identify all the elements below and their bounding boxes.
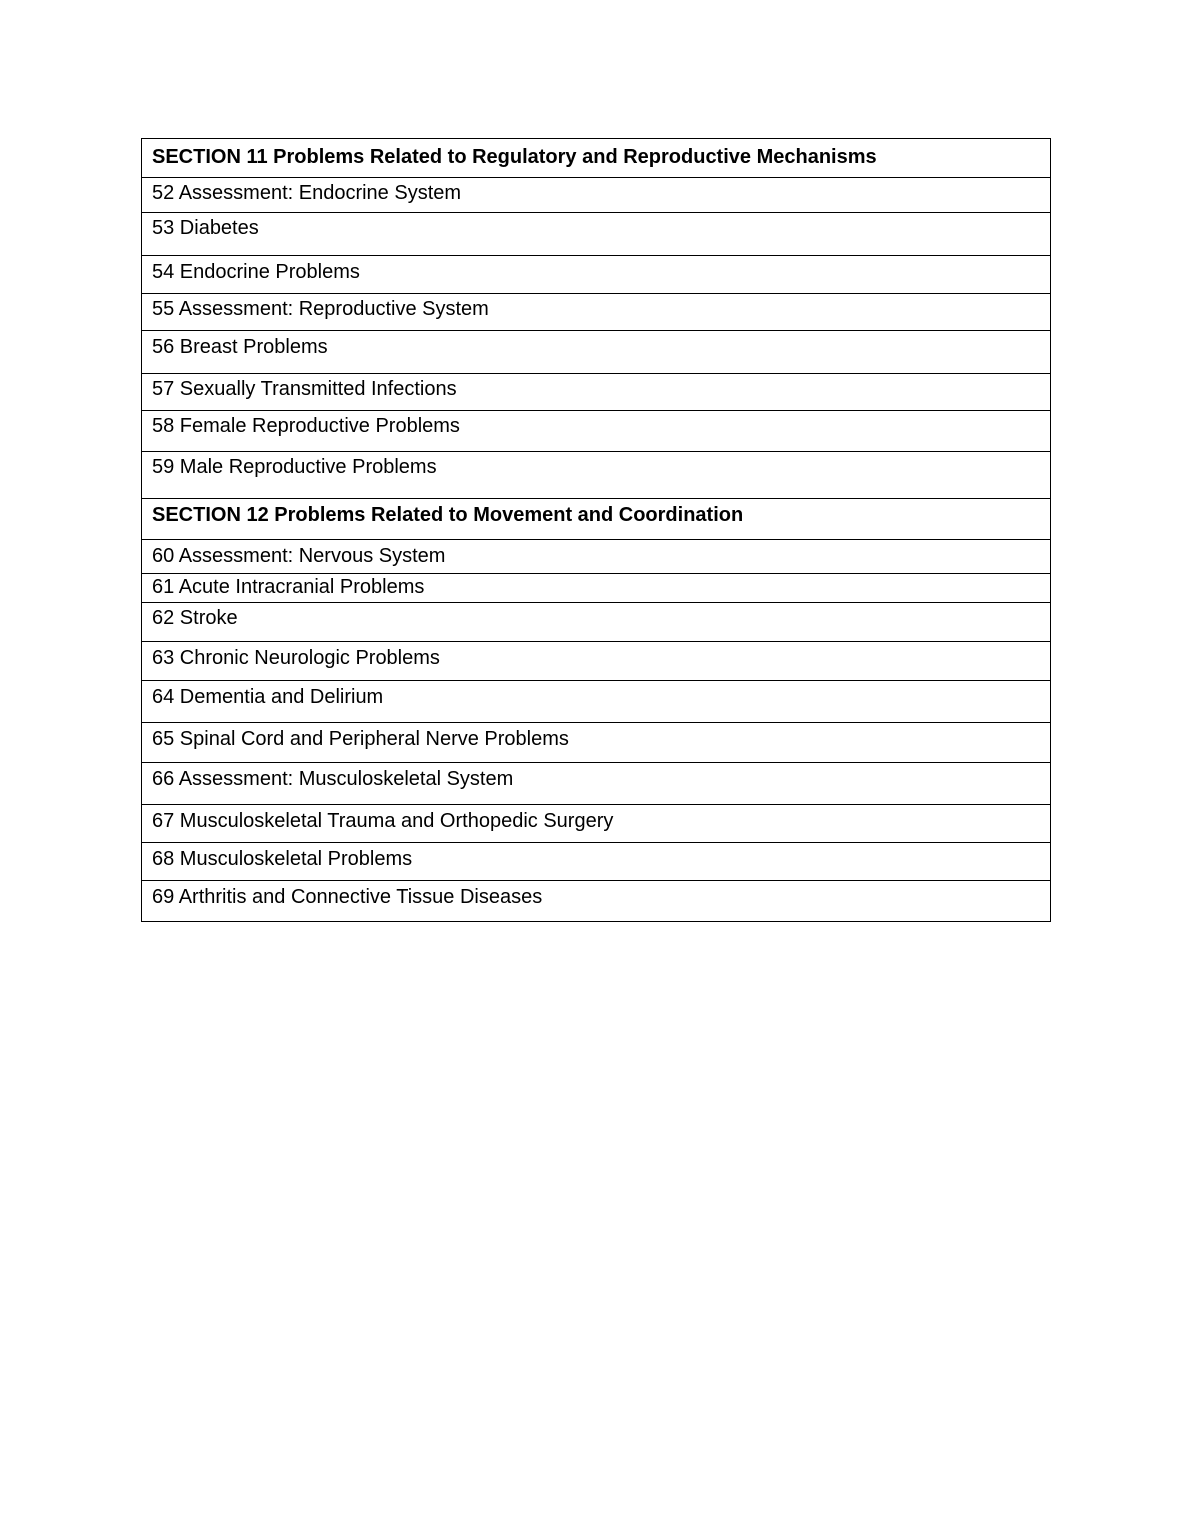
chapter-row <box>142 881 1051 922</box>
chapter-row <box>142 213 1051 256</box>
chapter-title: 57 Sexually Transmitted Infections <box>142 374 1051 411</box>
chapter-row <box>142 843 1051 881</box>
chapter-title: 62 Stroke <box>142 603 1051 642</box>
toc-body <box>142 139 1051 922</box>
section-heading-row <box>142 499 1051 540</box>
chapter-title: 69 Arthritis and Connective Tissue Diseases <box>142 881 1051 922</box>
section-heading-text: SECTION 12 Problems Related to Movement and Coordination <box>142 499 1051 540</box>
chapter-row <box>142 603 1051 642</box>
chapter-row <box>142 805 1051 843</box>
section-heading-row <box>142 139 1051 178</box>
chapter-title: 55 Assessment: Reproductive System <box>142 294 1051 331</box>
chapter-row <box>142 178 1051 213</box>
chapter-row <box>142 642 1051 681</box>
chapter-title: 53 Diabetes <box>142 213 1051 256</box>
chapter-title: 61 Acute Intracranial Problems <box>142 574 1051 603</box>
chapter-title: 60 Assessment: Nervous System <box>142 540 1051 574</box>
chapter-title: 65 Spinal Cord and Peripheral Nerve Problems <box>142 723 1051 763</box>
chapter-row <box>142 574 1051 603</box>
chapter-title: 63 Chronic Neurologic Problems <box>142 642 1051 681</box>
chapter-title: 64 Dementia and Delirium <box>142 681 1051 723</box>
section-heading-text: SECTION 11 Problems Related to Regulatory and Reproductive Mechanisms <box>142 139 1051 178</box>
chapter-title: 52 Assessment: Endocrine System <box>142 178 1051 213</box>
chapter-row <box>142 452 1051 499</box>
chapter-title: 59 Male Reproductive Problems <box>142 452 1051 499</box>
chapter-title: 56 Breast Problems <box>142 331 1051 374</box>
chapter-title: 54 Endocrine Problems <box>142 256 1051 294</box>
chapter-title: 66 Assessment: Musculoskeletal System <box>142 763 1051 805</box>
chapter-title: 67 Musculoskeletal Trauma and Orthopedic Surgery <box>142 805 1051 843</box>
chapter-row <box>142 763 1051 805</box>
chapter-row <box>142 294 1051 331</box>
chapter-row <box>142 723 1051 763</box>
chapter-title: 68 Musculoskeletal Problems <box>142 843 1051 881</box>
chapter-row <box>142 256 1051 294</box>
chapter-row <box>142 411 1051 452</box>
chapter-row <box>142 374 1051 411</box>
chapter-row <box>142 681 1051 723</box>
table-of-contents <box>141 138 1051 922</box>
chapter-title: 58 Female Reproductive Problems <box>142 411 1051 452</box>
chapter-row <box>142 331 1051 374</box>
chapter-row <box>142 540 1051 574</box>
